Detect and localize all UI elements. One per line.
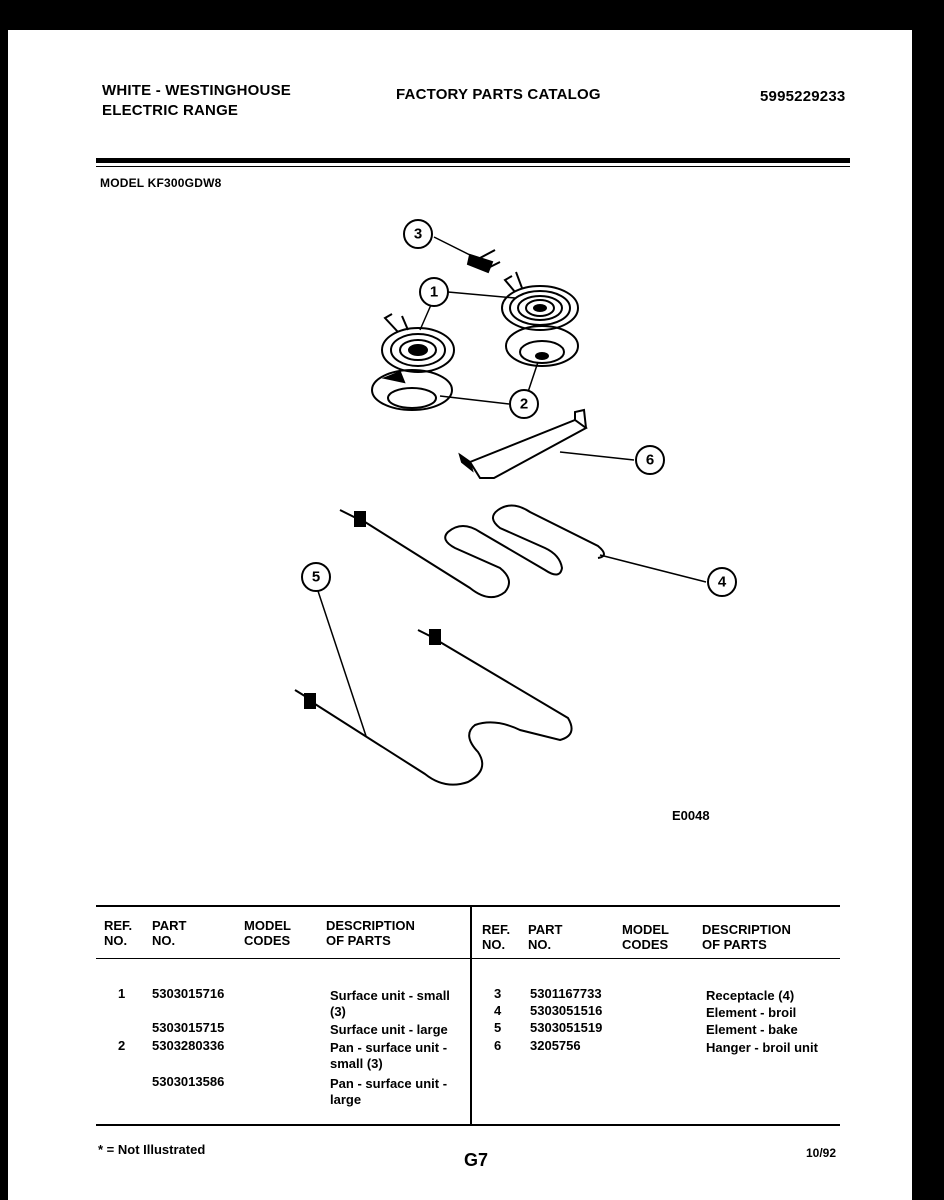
row1-part: 5303015716 [152, 986, 225, 1001]
row8-desc: Hanger - broil unit [706, 1040, 818, 1055]
hdr-ref-right: REF. NO. [482, 922, 511, 952]
table-header-rule [96, 958, 840, 959]
receptacle-part [468, 250, 500, 272]
row7-ref: 5 [494, 1020, 502, 1035]
row1-desc: Surface unit - small (3) [330, 988, 450, 1019]
row5-ref: 3 [494, 986, 502, 1001]
row6-ref: 4 [494, 1003, 502, 1018]
catalog-number: 5995229233 [760, 88, 846, 105]
table-top-rule [96, 905, 840, 907]
brand-line-2: ELECTRIC RANGE [102, 102, 239, 119]
table-divider [470, 905, 472, 1125]
hdr-part-right: PART NO. [528, 922, 563, 952]
row3-part: 5303280336 [152, 1038, 225, 1053]
row8-ref: 6 [494, 1038, 502, 1053]
row5-desc: Receptacle (4) [706, 988, 795, 1003]
callout-label-4: 4 [717, 573, 727, 591]
callout-label-1: 1 [429, 283, 439, 301]
hdr-desc-right: DESCRIPTION OF PARTS [702, 922, 791, 952]
revision-date: 10/92 [806, 1146, 837, 1160]
row6-desc: Element - broil [706, 1005, 797, 1020]
pan-small [372, 370, 452, 410]
hdr-part-left: PART NO. [152, 918, 187, 948]
broil-hanger [460, 410, 586, 478]
row3-desc: Pan - surface unit - small (3) [330, 1040, 448, 1071]
hdr-model-right: MODEL CODES [622, 922, 669, 952]
catalog-title: FACTORY PARTS CATALOG [396, 86, 601, 103]
hdr-ref-left: REF. NO. [104, 918, 133, 948]
callout-label-5: 5 [311, 568, 321, 586]
callout-label-3: 3 [413, 225, 423, 243]
row4-desc: Pan - surface unit - large [330, 1076, 448, 1107]
surface-unit-large [502, 272, 578, 330]
figure-code: E0048 [672, 808, 710, 823]
row3-ref: 2 [118, 1038, 126, 1053]
bake-element [295, 630, 572, 785]
row5-part: 5301167733 [530, 986, 602, 1001]
row1-ref: 1 [118, 986, 126, 1001]
callout-label-6: 6 [645, 451, 655, 469]
row7-desc: Element - bake [706, 1022, 798, 1037]
brand-line-1: WHITE - WESTINGHOUSE [102, 82, 291, 99]
pan-large [506, 326, 578, 366]
not-illustrated-note: * = Not Illustrated [98, 1142, 206, 1157]
callout-label-2: 2 [519, 395, 529, 413]
model-label: MODEL KF300GDW8 [100, 176, 222, 190]
hdr-desc-left: DESCRIPTION OF PARTS [326, 918, 415, 948]
hdr-model-left: MODEL CODES [244, 918, 291, 948]
row6-part: 5303051516 [530, 1003, 603, 1018]
row2-part: 5303015715 [152, 1020, 225, 1035]
row4-part: 5303013586 [152, 1074, 225, 1089]
row7-part: 5303051519 [530, 1020, 603, 1035]
page-number: G7 [464, 1150, 489, 1170]
broil-element [340, 505, 604, 597]
surface-unit-small [382, 314, 454, 372]
row2-desc: Surface unit - large [330, 1022, 448, 1037]
row8-part: 3205756 [530, 1038, 581, 1053]
table-bottom-rule [96, 1124, 840, 1126]
